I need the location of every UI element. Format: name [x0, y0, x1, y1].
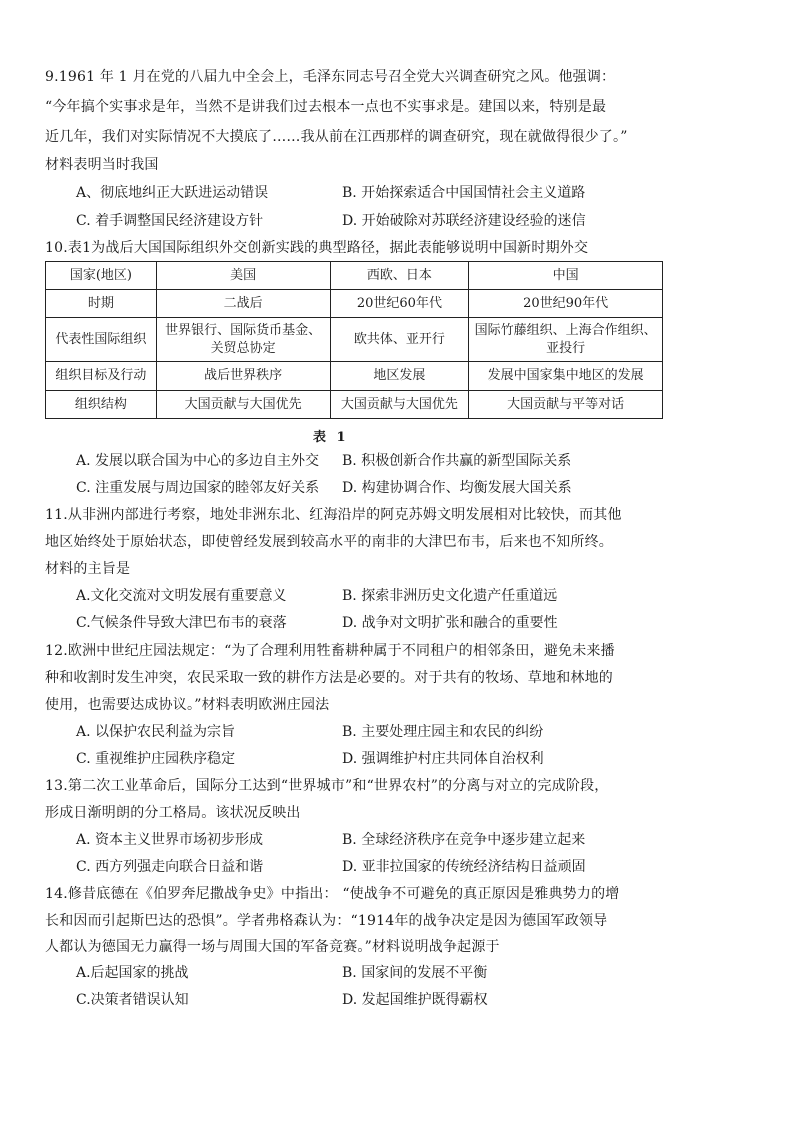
q9-option-a[interactable]: A、彻底地纠正大跃进运动错误 — [76, 185, 269, 201]
q14-option-c[interactable]: C.决策者错误认知 — [76, 992, 189, 1008]
table-cell: 大国贡献与大国优先 — [330, 391, 469, 419]
table-cell: 中国 — [469, 262, 663, 290]
q14-stem-line-1: 14.修昔底德在《伯罗奔尼撒战争史》中指出： “使战争不可避免的真正原因是雅典势力的增 — [45, 886, 620, 902]
q9-stem-line-3: 近几年，我们对实际情况不大摸底了……我从前在江西那样的调查研究，现在就做得很少了。” — [45, 129, 628, 145]
table-cell: 组织结构 — [46, 391, 157, 419]
table-cell: 大国贡献与平等对话 — [469, 391, 663, 419]
q11-option-a[interactable]: A.文化交流对文明发展有重要意义 — [76, 588, 287, 604]
q11-option-b[interactable]: B. 探索非洲历史文化遗产任重道远 — [342, 588, 558, 604]
q11-stem-line-1: 11.从非洲内部进行考察，地处非洲东北、红海沿岸的阿克苏姆文明发展相对比较快，而其他 — [45, 507, 622, 523]
table-cell: 世界银行、国际货币基金、关贸总协定 — [156, 318, 330, 362]
table-cell: 美国 — [156, 262, 330, 290]
q10-option-a[interactable]: A. 发展以联合国为中心的多边自主外交 — [76, 453, 320, 469]
q13-stem-line-1: 13.第二次工业革命后，国际分工达到“世界城市”和“世界农村”的分离与对立的完成阶段， — [45, 778, 609, 794]
table-cell: 发展中国家集中地区的发展 — [469, 362, 663, 391]
table-cell: 二战后 — [156, 290, 330, 318]
q12-stem-line-3: 使用，也需要达成协议。”材料表明欧洲庄园法 — [45, 697, 330, 713]
table-cell: 战后世界秩序 — [156, 362, 330, 391]
table-cell: 20世纪60年代 — [330, 290, 469, 318]
table-cell: 组织目标及行动 — [46, 362, 157, 391]
q11-option-d[interactable]: D. 战争对文明扩张和融合的重要性 — [342, 615, 558, 631]
q12-option-b[interactable]: B. 主要处理庄园主和农民的纠纷 — [342, 724, 544, 740]
q13-stem-line-2: 形成日渐明朗的分工格局。该状况反映出 — [45, 805, 301, 821]
q9-stem-line-2: “今年搞个实事求是年，当然不是讲我们过去根本一点也不实事求是。建国以来，特别是最 — [45, 99, 607, 115]
q11-stem-line-2: 地区始终处于原始状态，即使曾经发展到较高水平的南非的大津巴布韦，后来也不知所终。 — [45, 534, 613, 550]
q10-stem-line-1: 10.表1为战后大国国际组织外交创新实践的典型路径，据此表能够说明中国新时期外交 — [45, 240, 589, 256]
q9-option-c[interactable]: C. 着手调整国民经济建设方针 — [76, 213, 264, 229]
table-row — [46, 318, 663, 362]
table-row — [46, 262, 663, 290]
table-cell: 大国贡献与大国优先 — [156, 391, 330, 419]
q9-option-d[interactable]: D. 开始破除对苏联经济建设经验的迷信 — [342, 213, 586, 229]
q11-option-c[interactable]: C.气候条件导致大津巴布韦的衰落 — [76, 615, 287, 631]
q13-option-b[interactable]: B. 全球经济秩序在竞争中逐步建立起来 — [342, 832, 586, 848]
q9-option-b[interactable]: B. 开始探索适合中国国情社会主义道路 — [342, 185, 586, 201]
table-row — [46, 391, 663, 419]
table-1 — [45, 261, 663, 419]
q12-option-d[interactable]: D. 强调维护村庄共同体自治权利 — [342, 751, 544, 767]
q11-stem-line-3: 材料的主旨是 — [45, 561, 131, 577]
q13-option-d[interactable]: D. 亚非拉国家的传统经济结构日益顽固 — [342, 859, 586, 875]
table-cell: 国家(地区) — [46, 262, 157, 290]
q10-option-c[interactable]: C. 注重发展与周边国家的睦邻友好关系 — [76, 480, 320, 496]
table-cell: 20世纪90年代 — [469, 290, 663, 318]
q12-option-a[interactable]: A. 以保护农民利益为宗旨 — [76, 724, 236, 740]
table-cell: 西欧、日本 — [330, 262, 469, 290]
q10-option-b[interactable]: B. 积极创新合作共赢的新型国际关系 — [342, 453, 572, 469]
q14-option-a[interactable]: A.后起国家的挑战 — [76, 965, 189, 981]
q13-option-c[interactable]: C. 西方列强走向联合日益和谐 — [76, 859, 264, 875]
table-cell: 地区发展 — [330, 362, 469, 391]
table-cell: 时期 — [46, 290, 157, 318]
q14-stem-line-3: 人都认为德国无力赢得一场与周围大国的军备竞赛。”材料说明战争起源于 — [45, 939, 500, 955]
q12-option-c[interactable]: C. 重视维护庄园秩序稳定 — [76, 751, 236, 767]
q12-stem-line-2: 种和收割时发生冲突，农民采取一致的耕作方法是必要的。对于共有的牧场、草地和林地的 — [45, 670, 613, 686]
q10-option-d[interactable]: D. 构建协调合作、均衡发展大国关系 — [342, 480, 572, 496]
q9-stem-line-1: 9.1961 年 1 月在党的八届九中全会上，毛泽东同志号召全党大兴调查研究之风。他强调： — [45, 69, 616, 85]
q12-stem-line-1: 12.欧洲中世纪庄园法规定：“为了合理利用牲畜耕种属于不同租户的相邻条田，避免未来播 — [45, 643, 615, 659]
q9-stem-line-4: 材料表明当时我国 — [45, 157, 159, 173]
q14-option-b[interactable]: B. 国家间的发展不平衡 — [342, 965, 488, 981]
table-cell: 国际竹藤组织、上海合作组织、亚投行 — [469, 318, 663, 362]
table-row — [46, 290, 663, 318]
table-row — [46, 362, 663, 391]
table-cell: 欧共体、亚开行 — [330, 318, 469, 362]
q13-option-a[interactable]: A. 资本主义世界市场初步形成 — [76, 832, 264, 848]
table-cell: 代表性国际组织 — [46, 318, 157, 362]
q14-option-d[interactable]: D. 发起国维护既得霸权 — [342, 992, 488, 1008]
table-caption: 表 1 — [313, 430, 349, 445]
q14-stem-line-2: 长和因而引起斯巴达的恐惧”。学者弗格森认为：“1914年的战争决定是因为德国军政领导 — [45, 913, 608, 929]
